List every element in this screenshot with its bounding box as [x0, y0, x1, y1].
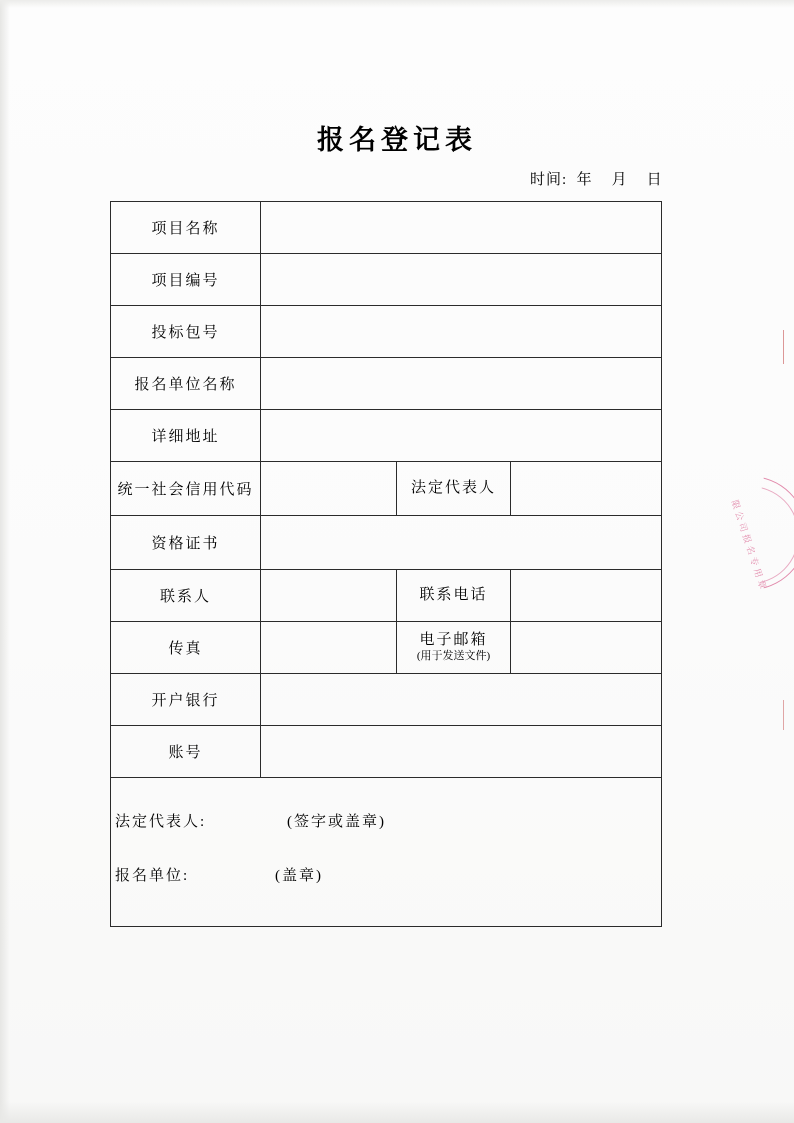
field-value[interactable] — [261, 674, 661, 725]
stamp-text: 限公司报名专用章 — [729, 498, 769, 594]
field-value[interactable] — [261, 516, 661, 569]
stamp-outer-ring — [693, 476, 794, 590]
field-value[interactable] — [261, 306, 661, 357]
field-label-secondary: 法定代表人 — [396, 462, 511, 515]
field-label-secondary: 联系电话 — [396, 570, 511, 621]
field-value[interactable] — [261, 622, 396, 673]
field-label-secondary-note: (用于发送文件) — [416, 650, 491, 663]
field-value[interactable] — [261, 462, 396, 515]
field-value[interactable] — [261, 254, 661, 305]
stamp-inner-ring — [701, 486, 794, 584]
table-row — [111, 622, 661, 674]
field-value[interactable] — [261, 410, 661, 461]
field-label: 开户银行 — [111, 674, 261, 725]
field-value-secondary[interactable] — [511, 462, 661, 515]
field-label: 统一社会信用代码 — [111, 462, 261, 515]
field-label: 传真 — [111, 622, 261, 673]
applicant-hint: (盖章) — [275, 868, 323, 884]
scan-edge-left — [0, 0, 10, 1123]
field-value-secondary[interactable] — [511, 570, 661, 621]
registration-form-table — [110, 201, 662, 927]
table-row — [111, 254, 661, 306]
table-row — [111, 202, 661, 254]
table-row — [111, 516, 661, 570]
official-stamp — [729, 470, 794, 600]
legal-rep-hint: (签字或盖章) — [287, 814, 386, 830]
field-label: 报名单位名称 — [111, 358, 261, 409]
signature-block — [111, 778, 661, 926]
page-title: 报名登记表 — [317, 125, 477, 156]
table-row — [111, 726, 661, 778]
table-row — [111, 306, 661, 358]
legal-rep-label: 法定代表人: — [115, 814, 207, 830]
field-value[interactable] — [261, 202, 661, 253]
applicant-label: 报名单位: — [115, 868, 190, 884]
field-label: 详细地址 — [111, 410, 261, 461]
scan-margin-mark — [783, 330, 784, 364]
scan-margin-mark — [783, 700, 784, 730]
field-value[interactable] — [261, 358, 661, 409]
field-label: 联系人 — [111, 570, 261, 621]
field-label-secondary-text: 电子邮箱 — [419, 632, 488, 649]
field-label: 投标包号 — [111, 306, 261, 357]
table-row — [111, 462, 661, 516]
table-row — [111, 358, 661, 410]
field-label: 项目名称 — [111, 202, 261, 253]
field-label: 账号 — [111, 726, 261, 777]
date-line: 时间: 年 月 日 — [530, 172, 663, 188]
field-label: 项目编号 — [111, 254, 261, 305]
table-row — [111, 674, 661, 726]
table-row — [111, 570, 661, 622]
field-value[interactable] — [261, 570, 396, 621]
field-label-secondary — [396, 622, 511, 673]
field-value[interactable] — [261, 726, 661, 777]
scan-edge-top — [0, 0, 794, 8]
field-label: 资格证书 — [111, 516, 261, 569]
field-value-secondary[interactable] — [511, 622, 661, 673]
scan-edge-bottom — [0, 1101, 794, 1123]
table-row — [111, 410, 661, 462]
